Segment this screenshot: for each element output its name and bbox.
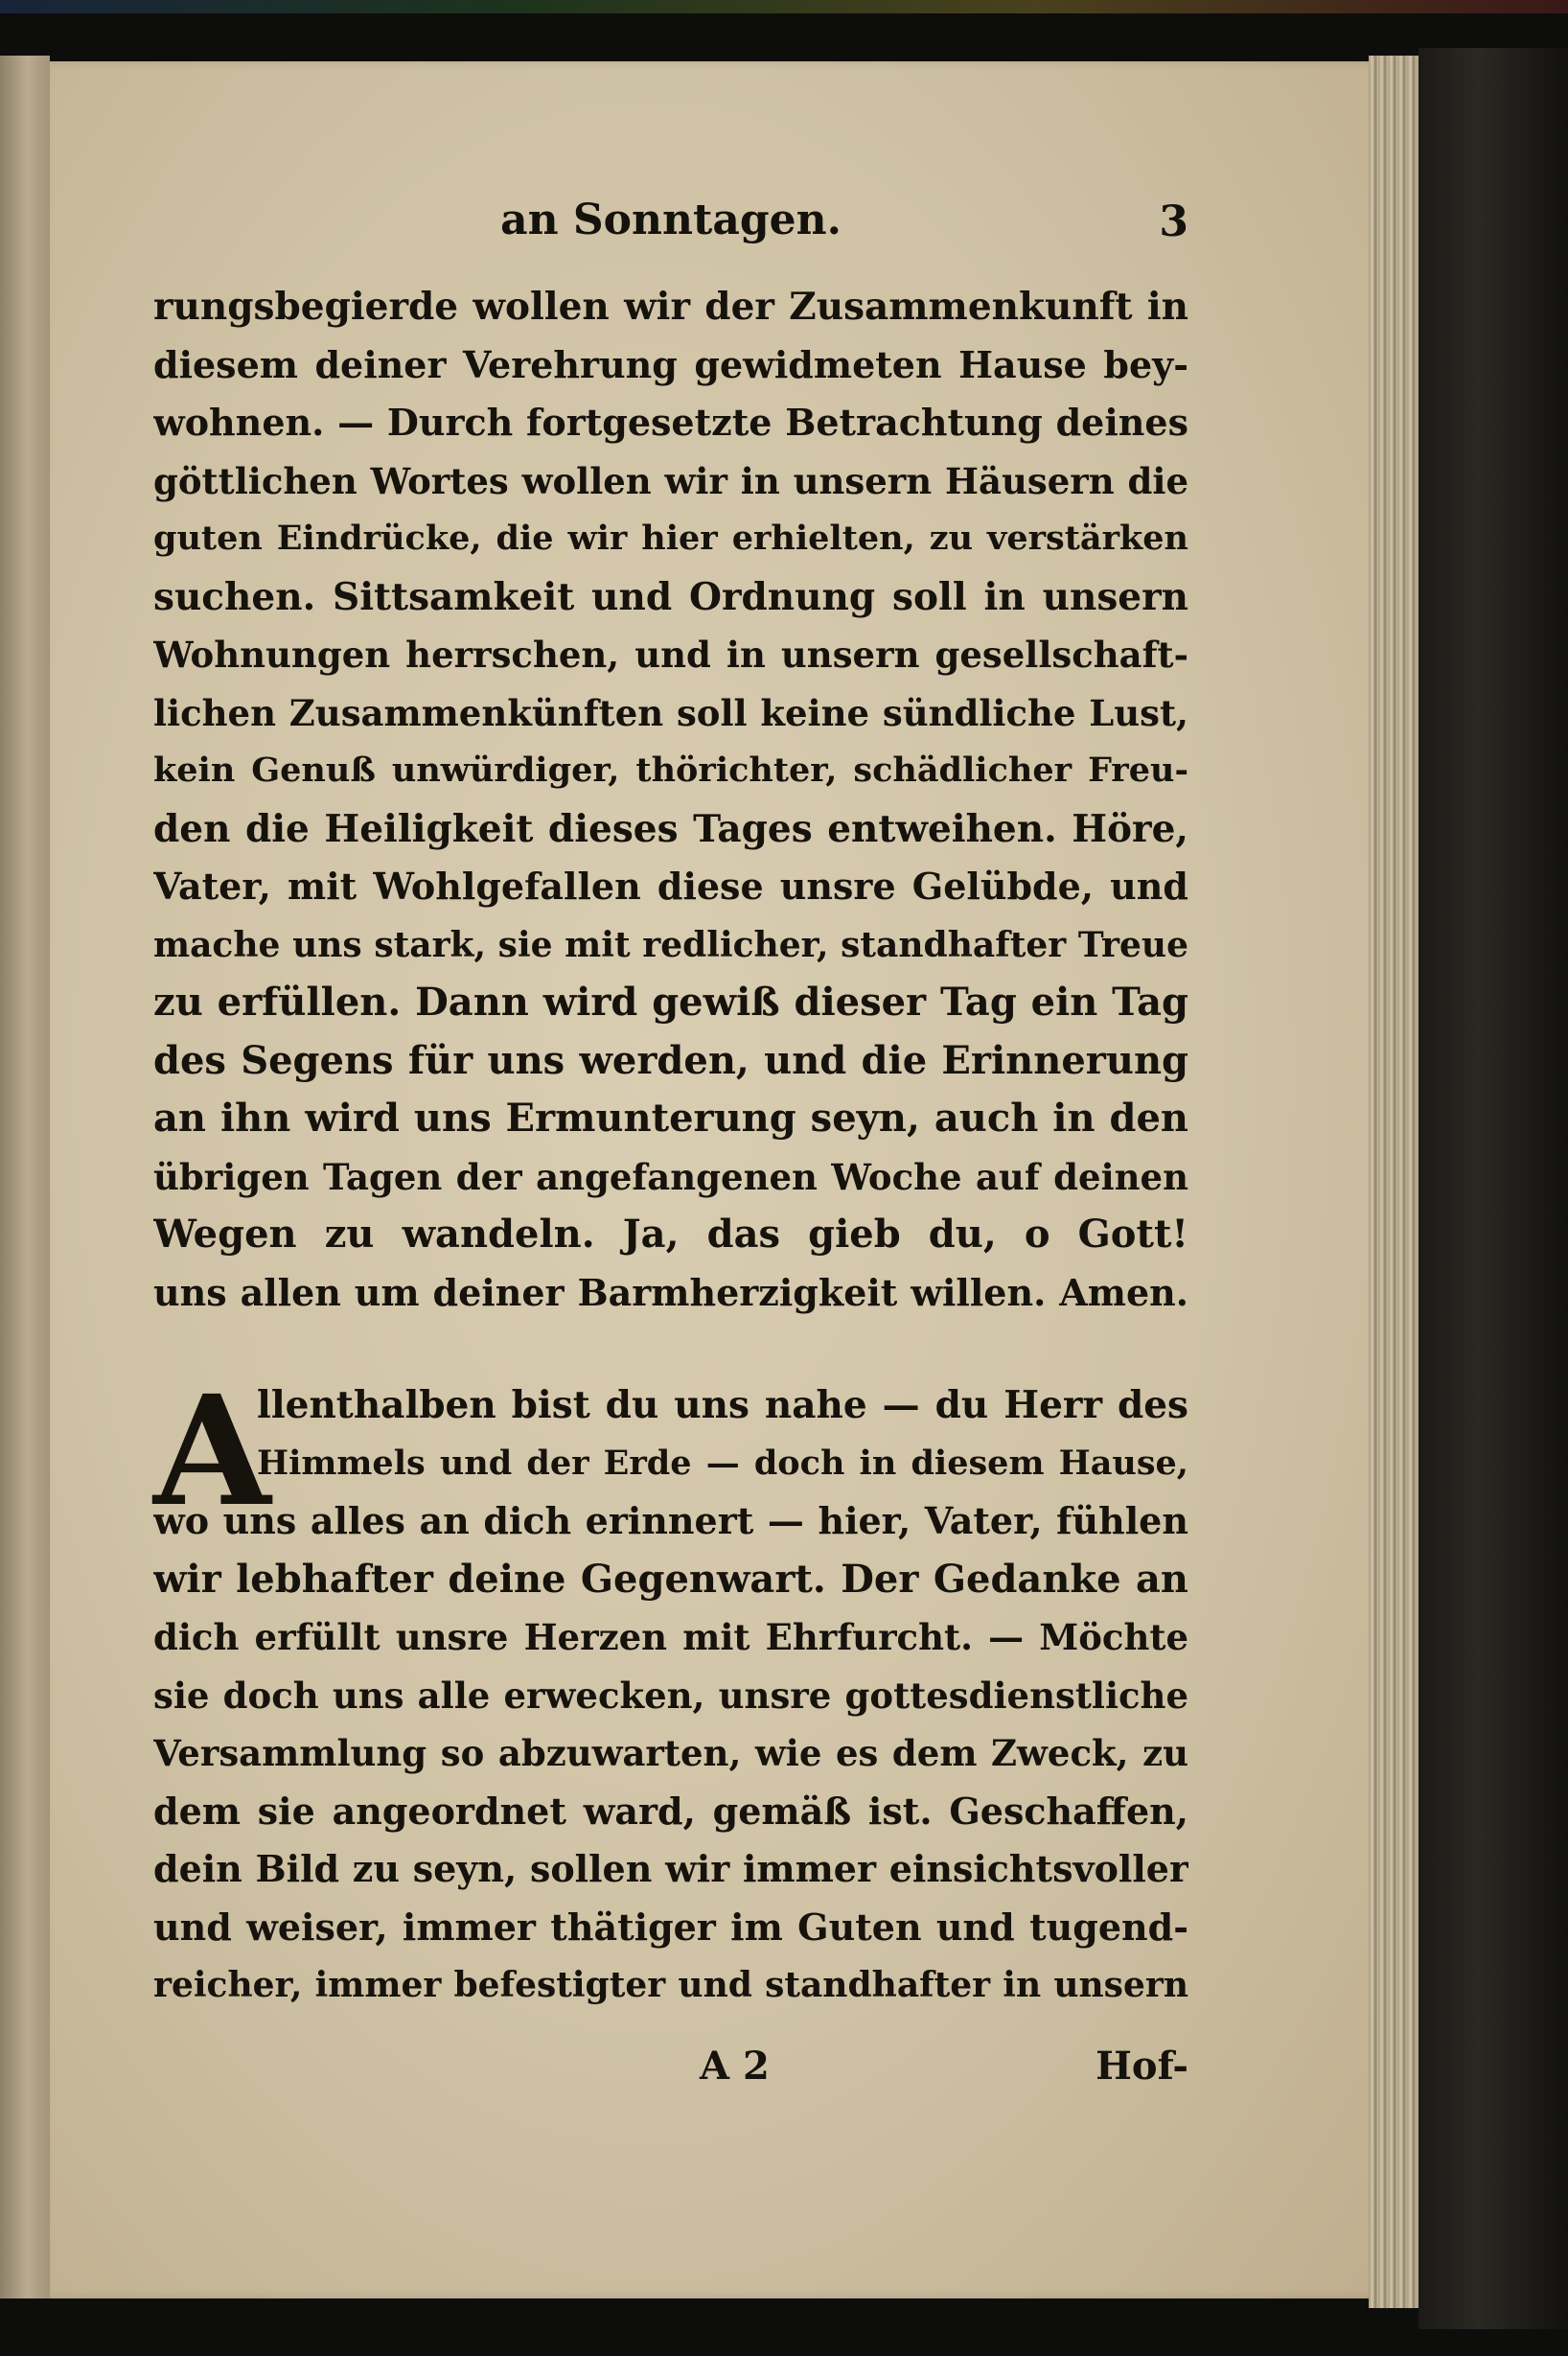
signature-mark: A 2 — [700, 2044, 770, 2089]
text-line: diesem deiner Verehrung gewidmeten Hause bey- — [153, 342, 1188, 386]
text-line: Wegen zu wandeln. Ja, das gieb du, o Gott! — [153, 1212, 1188, 1257]
text-line: des Segens für uns werden, und die Erinnerung — [153, 1037, 1188, 1083]
text-line: llenthalben bist du uns nahe — du Herr des — [257, 1383, 1188, 1427]
drop-cap: A — [153, 1363, 271, 1540]
book-binding — [1418, 48, 1568, 2329]
text-line: übrigen Tagen der angefangenen Woche auf deinen — [153, 1155, 1188, 1198]
text-line: guten Eindrücke, die wir hier erhielten, zu verstärken — [153, 519, 1188, 558]
text-line: wo uns alles an dich erinnert — hier, Vater, fühlen — [153, 1499, 1188, 1542]
text-line: mache uns stark, sie mit redlicher, standhafter Treue — [153, 924, 1188, 965]
page-edges — [1369, 56, 1418, 2308]
text-line: Vater, mit Wohlgefallen diese unsre Gelübde, und — [153, 865, 1188, 908]
facing-page-edge — [0, 56, 50, 2298]
catchword: Hof- — [1095, 2044, 1188, 2089]
paragraph-1 — [153, 278, 1188, 1322]
text-line: suchen. Sittsamkeit und Ordnung soll in unsern — [153, 574, 1188, 619]
text-line: wir lebhafter deine Gegenwart. Der Gedanke an — [153, 1556, 1188, 1602]
running-title: an Sonntagen. — [500, 196, 842, 244]
text-line: lichen Zusammenkünften soll keine sündliche Lust, — [153, 691, 1188, 734]
text-line: an ihn wird uns Ermunterung seyn, auch in den — [153, 1096, 1188, 1141]
text-line: wohnen. — Durch fortgesetzte Betrachtung deines — [153, 401, 1188, 444]
text-line: den die Heiligkeit dieses Tages entweihen. Höre, — [153, 806, 1188, 851]
page-header — [153, 188, 1188, 265]
text-line: uns allen um deiner Barmherzigkeit willen. Amen. — [153, 1270, 1188, 1314]
scan-edge — [0, 0, 1568, 13]
text-line: Versammlung so abzuwarten, wie es dem Zweck, zu — [153, 1732, 1188, 1774]
page-number: 3 — [1159, 197, 1188, 246]
text-line: dich erfüllt unsre Herzen mit Ehrfurcht. — Möchte — [153, 1616, 1188, 1658]
text-line: Wohnungen herrschen, und in unsern gesellschaft- — [153, 634, 1188, 676]
text-line: kein Genuß unwürdiger, thörichter, schädlicher Freu- — [153, 751, 1188, 790]
paragraph-2 — [153, 1363, 1188, 2015]
page-footer — [153, 2044, 1188, 2101]
text-line: dein Bild zu seyn, sollen wir immer einsichtsvoller — [153, 1847, 1188, 1890]
text-line: dem sie angeordnet ward, gemäß ist. Geschaffen, — [153, 1789, 1188, 1833]
text-line: Himmels und der Erde — doch in diesem Hause, — [257, 1443, 1188, 1483]
text-line: sie doch uns alle erwecken, unsre gottesdienstliche — [153, 1674, 1188, 1717]
text-line: und weiser, immer thätiger im Guten und tugend- — [153, 1905, 1188, 1949]
text-line: göttlichen Wortes wollen wir in unsern Häusern die — [153, 459, 1188, 502]
text-line: zu erfüllen. Dann wird gewiß dieser Tag ein Tag — [153, 980, 1188, 1025]
text-line: reicher, immer befestigter und standhafter in unsern — [153, 1965, 1188, 2005]
text-line: rungsbegierde wollen wir der Zusammenkunft in — [153, 285, 1188, 329]
